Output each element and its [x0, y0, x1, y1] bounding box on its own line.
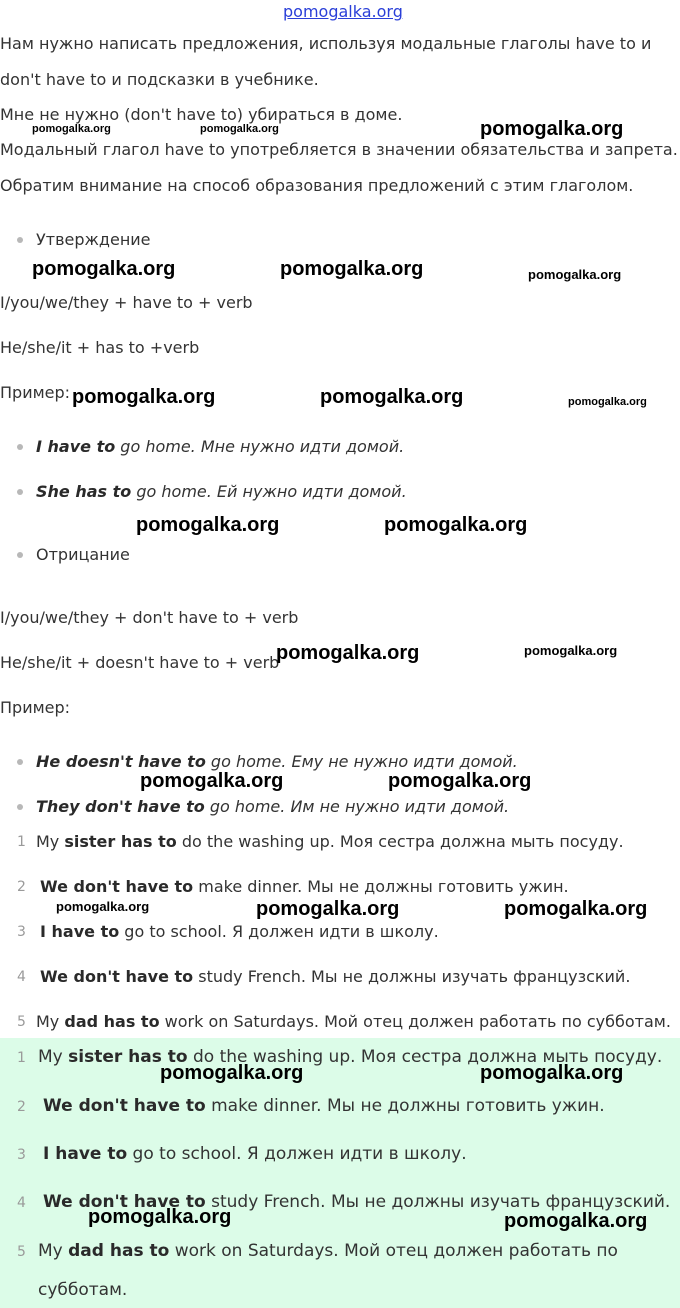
answer-item: We don't have to study French. Мы не должны изучать французский.: [43, 1192, 671, 1212]
rule-line: He/she/it + doesn't have to + verb: [0, 653, 280, 672]
answer-item: I have to go to school. Я должен идти в школу.: [43, 1144, 467, 1164]
list-number: 4: [17, 969, 26, 985]
watermark: pomogalka.org: [384, 514, 528, 536]
watermark: pomogalka.org: [504, 898, 648, 920]
rule-line: I/you/we/they + have to + verb: [0, 293, 253, 312]
watermark: pomogalka.org: [136, 514, 280, 536]
watermark: pomogalka.org: [480, 118, 624, 140]
site-logo[interactable]: pomogalka.org: [283, 2, 403, 21]
example-item: She has to go home. Ей нужно идти домой.: [36, 482, 407, 501]
intro-line: Мне не нужно (don't have to) убираться в доме.: [0, 105, 403, 124]
watermark: pomogalka.org: [480, 1062, 624, 1084]
section-heading: Утверждение: [36, 230, 151, 249]
answer-item: We don't have to make dinner. Мы не должны готовить ужин.: [43, 1096, 605, 1116]
answer-item: We don't have to study French. Мы не должны изучать французский.: [40, 967, 631, 986]
bullet-icon: [17, 444, 23, 450]
watermark: pomogalka.org: [528, 267, 622, 282]
rule-line: He/she/it + has to +verb: [0, 338, 200, 357]
watermark: pomogalka.org: [280, 258, 424, 280]
watermark: pomogalka.org: [256, 898, 400, 920]
list-number: 1: [17, 1050, 26, 1066]
bullet-icon: [17, 759, 23, 765]
list-number: 5: [17, 1014, 26, 1030]
list-number: 2: [17, 1099, 26, 1115]
bullet-icon: [17, 237, 23, 243]
watermark: pomogalka.org: [88, 1206, 232, 1228]
list-number: 1: [17, 834, 26, 850]
list-number: 3: [17, 924, 26, 940]
intro-line: don't have to и подсказки в учебнике.: [0, 70, 319, 89]
intro-line: Обратим внимание на способ образования предложений с этим глаголом.: [0, 176, 634, 195]
answer-item: My sister has to do the washing up. Моя сестра должна мыть посуду.: [36, 832, 624, 851]
example-item: He doesn't have to go home. Ему не нужно идти домой.: [36, 752, 518, 771]
example-item: They don't have to go home. Им не нужно идти домой.: [36, 797, 510, 816]
watermark: pomogalka.org: [276, 642, 420, 664]
watermark: pomogalka.org: [32, 123, 111, 135]
watermark: pomogalka.org: [320, 386, 464, 408]
watermark: pomogalka.org: [568, 396, 647, 408]
watermark: pomogalka.org: [72, 386, 216, 408]
watermark: pomogalka.org: [140, 770, 284, 792]
watermark: pomogalka.org: [524, 643, 618, 658]
example-label: Пример:: [0, 383, 71, 402]
rule-line: I/you/we/they + don't have to + verb: [0, 608, 299, 627]
example-item: I have to go home. Мне нужно идти домой.: [36, 437, 405, 456]
section-heading: Отрицание: [36, 545, 130, 564]
intro-line: Модальный глагол have to употребляется в значении обязательства и запрета.: [0, 140, 678, 159]
answer-item: We don't have to make dinner. Мы не должны готовить ужин.: [40, 877, 569, 896]
answer-item: I have to go to school. Я должен идти в школу.: [40, 922, 439, 941]
intro-line: Нам нужно написать предложения, используя модальные глаголы have to и: [0, 34, 652, 53]
list-number: 5: [17, 1244, 26, 1260]
example-label: Пример:: [0, 698, 71, 717]
answer-item-continuation: субботам.: [38, 1280, 128, 1300]
watermark: pomogalka.org: [160, 1062, 304, 1084]
bullet-icon: [17, 804, 23, 810]
bullet-icon: [17, 489, 23, 495]
watermark: pomogalka.org: [32, 258, 176, 280]
watermark: pomogalka.org: [504, 1210, 648, 1232]
answer-item: My sister has to do the washing up. Моя сестра должна мыть посуду.: [38, 1047, 663, 1067]
bullet-icon: [17, 552, 23, 558]
list-number: 2: [17, 879, 26, 895]
watermark: pomogalka.org: [388, 770, 532, 792]
answer-item: My dad has to work on Saturdays. Мой отец должен работать по: [38, 1241, 618, 1261]
list-number: 4: [17, 1195, 26, 1211]
list-number: 3: [17, 1147, 26, 1163]
watermark: pomogalka.org: [56, 899, 150, 914]
answer-item: My dad has to work on Saturdays. Мой отец должен работать по субботам.: [36, 1012, 671, 1031]
watermark: pomogalka.org: [200, 123, 279, 135]
